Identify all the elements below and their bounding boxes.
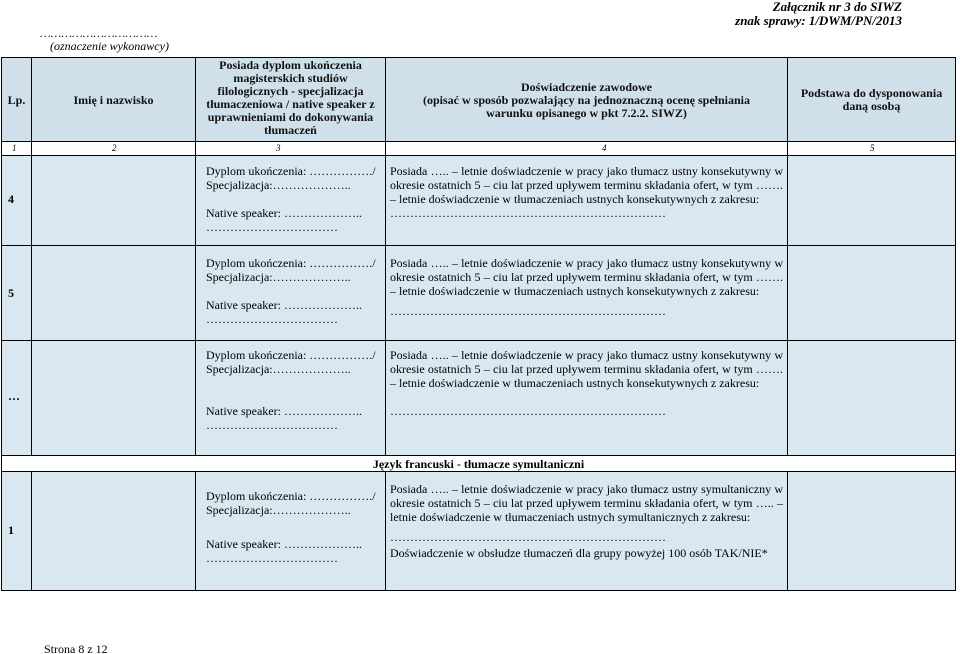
row-name-cell[interactable] (31, 472, 195, 590)
header-name: Imię i nazwisko (73, 93, 154, 107)
diploma-line: Dyplom ukończenia: ……………./ (206, 489, 376, 503)
colnum-cell-4 (385, 142, 787, 155)
row-lp: … (8, 389, 20, 403)
row-diploma-cell[interactable] (195, 156, 385, 245)
row-lp-cell (1, 246, 31, 340)
native-speaker-line: Native speaker: ……………….. (206, 206, 362, 220)
row-basis-cell[interactable] (787, 156, 956, 245)
row-lp: 4 (8, 192, 14, 206)
header-basis-cell (787, 58, 956, 141)
table-header-row (1, 57, 956, 141)
row-diploma-cell[interactable] (195, 246, 385, 340)
experience-text-block (390, 482, 783, 560)
contractor-dots: …………………………… (40, 26, 158, 40)
row-diploma-cell[interactable] (195, 341, 385, 455)
table-row (1, 471, 956, 591)
specialization-line: Specjalizacja:……………….. (206, 178, 351, 192)
attachment-label: Załącznik nr 3 do SIWZ (772, 0, 902, 14)
header-experience-note: (opisać w sposób pozwalający na jednoznaczną ocenę spełniania warunku opisanego w pkt 7.2.2. SIWZ) (422, 93, 751, 120)
row-basis-cell[interactable] (787, 472, 956, 590)
row-lp: 1 (8, 523, 14, 537)
header-lp-cell (1, 58, 31, 141)
row-lp-cell (1, 341, 31, 455)
column-numbers-row (1, 141, 956, 155)
diploma-fields (206, 489, 383, 565)
experience-text-block (390, 348, 783, 418)
experience-dots: …………………………………………………………… (390, 530, 666, 544)
native-speaker-dots: …………………………… (206, 220, 338, 234)
diploma-fields (206, 348, 383, 432)
diploma-fields (206, 256, 383, 326)
native-speaker-dots: …………………………… (206, 418, 338, 432)
experience-dots: …………………………………………………………… (390, 206, 666, 220)
native-speaker-dots: …………………………… (206, 551, 338, 565)
table-row (1, 155, 956, 245)
contractor-marking (40, 27, 169, 53)
row-experience-cell[interactable] (385, 156, 787, 245)
experience-text-block (390, 164, 783, 220)
native-speaker-line: Native speaker: ……………….. (206, 298, 362, 312)
native-speaker-line: Native speaker: ……………….. (206, 404, 362, 418)
header-experience-title: Doświadczenie zawodowe (521, 80, 652, 94)
column-number-4: 4 (602, 143, 607, 153)
document-header (735, 0, 902, 28)
page-number: Strona 8 z 12 (44, 642, 108, 654)
header-name-cell (31, 58, 195, 141)
experience-dots: …………………………………………………………… (390, 304, 666, 318)
header-basis: Podstawa do dysponowania daną osobą (800, 86, 943, 113)
row-name-cell[interactable] (31, 341, 195, 455)
experience-text: Posiada ….. – letnie doświadczenie w pracy jako tłumacz ustny konsekutywny w okresie ostatnich 5 – ciu lat przed upływem terminu składania ofert, w tym ……. – letnie doświadczenie w tłumaczeniach ustnych konsekutywnych z zakresu: (390, 256, 783, 298)
column-number-2: 2 (112, 143, 117, 153)
row-basis-cell[interactable] (787, 246, 956, 340)
diploma-line: Dyplom ukończenia: ……………./ (206, 164, 376, 178)
header-diploma-cell (195, 58, 385, 141)
native-speaker-line: Native speaker: ……………….. (206, 537, 362, 551)
section-title: Język francuski - tłumacze symultaniczni (372, 457, 585, 471)
column-number-3: 3 (276, 143, 281, 153)
row-experience-cell[interactable] (385, 341, 787, 455)
colnum-cell-2 (31, 142, 195, 155)
specialization-line: Specjalizacja:……………….. (206, 270, 351, 284)
table-row (1, 340, 956, 455)
header-diploma: Posiada dyplom ukończenia magisterskich studiów filologicznych - specjalizacja tłumaczeniowa / native speaker z uprawnieniami do dokonywania tłumaczeń (206, 58, 375, 137)
diploma-fields (206, 164, 383, 234)
row-lp-cell (1, 472, 31, 590)
row-lp: 5 (8, 286, 14, 300)
row-name-cell[interactable] (31, 156, 195, 245)
experience-text: Posiada ….. – letnie doświadczenie w pracy jako tłumacz ustny symultaniczny w okresie ostatnich 5 – ciu lat przed upływem terminu składania ofert, w tym ….. – letnie doświadczenie w tłumaczeniach ustnych symultanicznych z zakresu: (390, 482, 783, 524)
diploma-line: Dyplom ukończenia: ……………./ (206, 256, 376, 270)
row-experience-cell[interactable] (385, 472, 787, 590)
diploma-line: Dyplom ukończenia: ……………./ (206, 348, 376, 362)
column-number-1: 1 (12, 143, 17, 153)
row-lp-cell (1, 156, 31, 245)
specialization-line: Specjalizacja:……………….. (206, 362, 351, 376)
experience-dots: …………………………………………………………… (390, 404, 666, 418)
experience-text: Posiada ….. – letnie doświadczenie w pracy jako tłumacz ustny konsekutywny w okresie ostatnich 5 – ciu lat przed upływem terminu składania ofert, w tym ……. – letnie doświadczenie w tłumaczeniach ustnych konsekutywnych z zakresu: (390, 164, 783, 206)
header-experience-cell (385, 58, 787, 141)
case-number: znak sprawy: 1/DWM/PN/2013 (735, 13, 902, 28)
table-row (1, 245, 956, 340)
colnum-cell-1 (1, 142, 31, 155)
column-number-5: 5 (870, 143, 875, 153)
contractor-note: (oznaczenie wykonawcy) (50, 39, 169, 53)
experience-group-note: Doświadczenie w obsłudze tłumaczeń dla grupy powyżej 100 osób TAK/NIE* (390, 546, 768, 560)
colnum-cell-3 (195, 142, 385, 155)
specialization-line: Specjalizacja:……………….. (206, 503, 351, 517)
section-title-row (1, 455, 956, 471)
colnum-cell-5 (787, 142, 956, 155)
row-basis-cell[interactable] (787, 341, 956, 455)
experience-text-block (390, 256, 783, 318)
native-speaker-dots: …………………………… (206, 312, 338, 326)
row-name-cell[interactable] (31, 246, 195, 340)
row-experience-cell[interactable] (385, 246, 787, 340)
row-diploma-cell[interactable] (195, 472, 385, 590)
header-lp: Lp. (7, 93, 26, 107)
experience-text: Posiada ….. – letnie doświadczenie w pracy jako tłumacz ustny konsekutywny w okresie ostatnich 5 – ciu lat przed upływem terminu składania ofert, w tym ……. – letnie doświadczenie w tłumaczeniach ustnych konsekutywnych z zakresu: (390, 348, 783, 390)
